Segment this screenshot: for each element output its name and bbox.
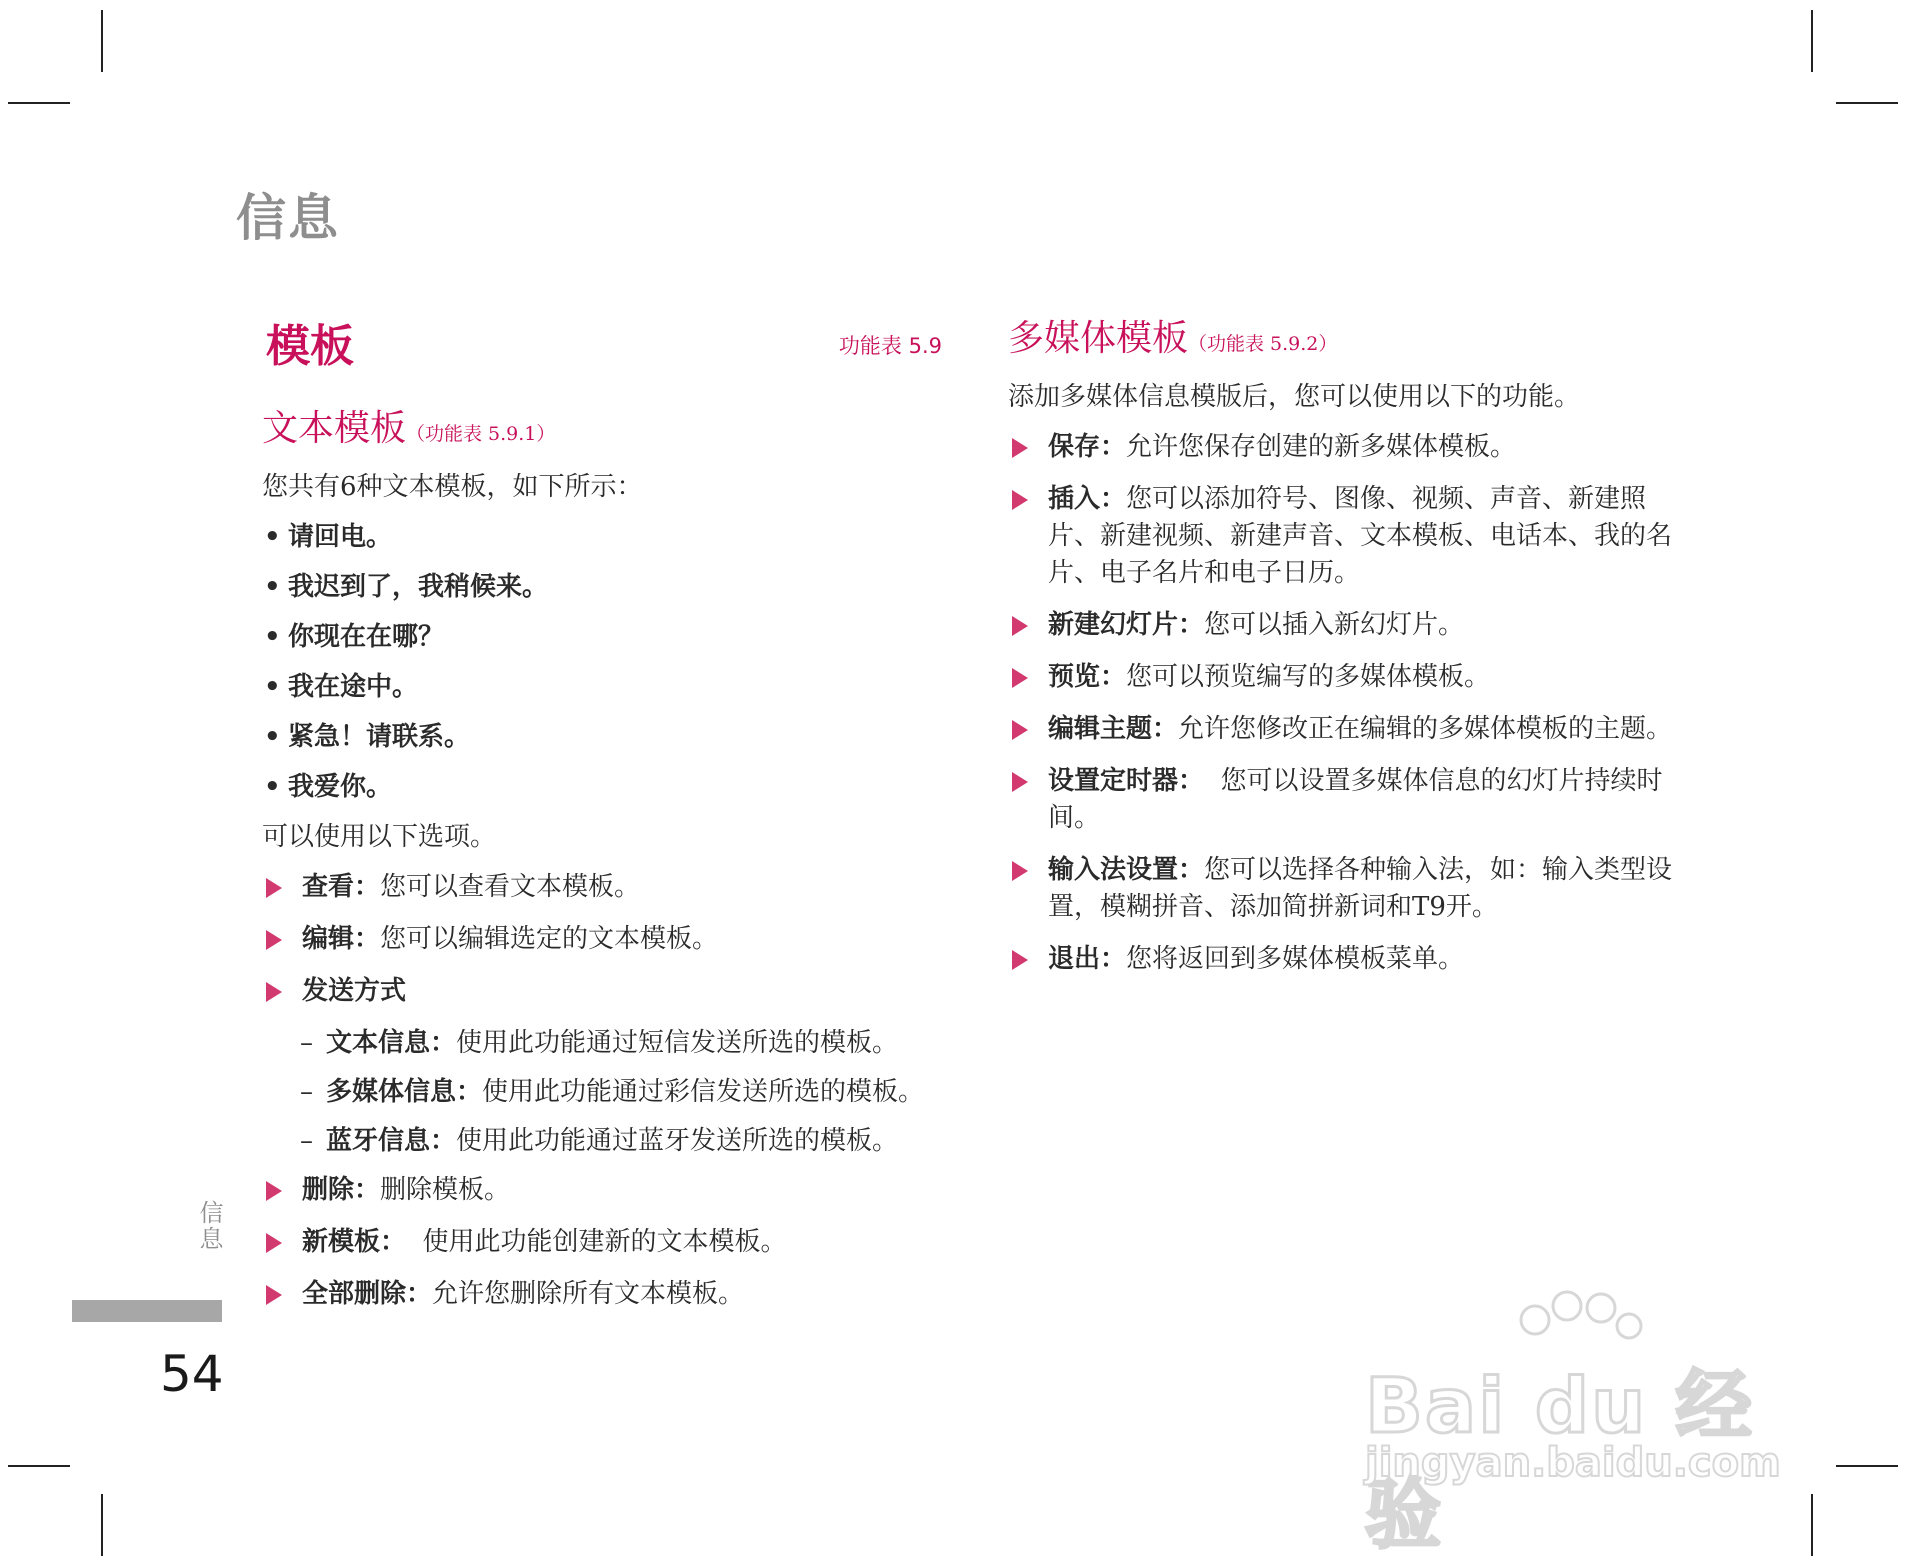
option-edit: 编辑：您可以编辑选定的文本模板。 [262, 921, 962, 958]
intro-text: 添加多媒体信息模版后，您可以使用以下的功能。 [1008, 382, 1581, 412]
list-item: • 我迟到了，我稍候来。 [264, 572, 549, 602]
triangle-bullet-icon [266, 1285, 282, 1305]
crop-mark [8, 102, 70, 104]
left-column [262, 300, 962, 1328]
triangle-bullet-icon [266, 878, 282, 898]
template-list [262, 519, 962, 805]
send-option-mms: – 多媒体信息：使用此功能通过彩信发送所选的模板。 [300, 1077, 925, 1107]
crop-mark [8, 1465, 70, 1467]
triangle-bullet-icon [1012, 950, 1028, 970]
option-exit: 退出：您将返回到多媒体模板菜单。 [1008, 941, 1688, 978]
section-menu-ref: 功能表 5.9 [838, 334, 942, 358]
subsection-ref: （功能表 5.9.1） [406, 423, 556, 445]
option-input-method: 输入法设置：您可以选择各种输入法，如：输入类型设置，模糊拼音、添加简拼新词和T9开。 [1008, 852, 1688, 926]
triangle-bullet-icon [1012, 490, 1028, 510]
list-item-text: 你现在在哪？ [288, 622, 445, 652]
crop-mark [1836, 1465, 1898, 1467]
side-tab-label: 信息 [195, 1200, 223, 1252]
options-intro: 可以使用以下选项。 [262, 822, 497, 852]
list-item: • 我在途中。 [264, 672, 419, 702]
baidu-jingyan-watermark [1355, 1290, 1805, 1559]
triangle-bullet-icon [266, 982, 282, 1002]
list-item: • 紧急！请联系。 [264, 722, 471, 752]
subsection-heading [1008, 310, 1688, 361]
option-new-slide: 新建幻灯片：您可以插入新幻灯片。 [1008, 607, 1688, 644]
triangle-bullet-icon [266, 930, 282, 950]
crop-mark [101, 1494, 103, 1556]
list-item-text: 紧急！请联系。 [288, 722, 471, 752]
subsection-title: 文本模板 [262, 408, 407, 449]
send-option-sms: – 文本信息：使用此功能通过短信发送所选的模板。 [300, 1028, 899, 1058]
watermark-url-text: jingyan.baidu.com [1365, 1440, 1781, 1486]
option-send: 发送方式 [262, 973, 962, 1010]
triangle-bullet-icon [1012, 720, 1028, 740]
triangle-bullet-icon [1012, 668, 1028, 688]
right-column [1008, 300, 1688, 993]
option-preview: 预览：您可以预览编写的多媒体模板。 [1008, 659, 1688, 696]
option-delete-all: 全部删除：允许您删除所有文本模板。 [262, 1276, 962, 1313]
list-item: • 请回电。 [264, 522, 393, 552]
option-insert: 插入：您可以添加符号、图像、视频、声音、新建照片、新建视频、新建声音、文本模板、电话本、我的名片、电子名片和电子日历。 [1008, 481, 1688, 592]
triangle-bullet-icon [1012, 438, 1028, 458]
option-view: 查看：您可以查看文本模板。 [262, 869, 962, 906]
section-heading-row [262, 300, 962, 370]
subsection-ref: （功能表 5.9.2） [1188, 333, 1338, 355]
watermark-main-text: Bai du 经验 [1365, 1361, 1754, 1559]
section-heading: 模板 [266, 321, 354, 372]
side-tab-bar [72, 1300, 222, 1322]
crop-mark [1836, 102, 1898, 104]
list-item: • 你现在在哪？ [264, 622, 445, 652]
triangle-bullet-icon [266, 1181, 282, 1201]
list-item-text: 我爱你。 [288, 772, 393, 802]
option-save: 保存：允许您保存创建的新多媒体模板。 [1008, 429, 1688, 466]
option-delete: 删除：删除模板。 [262, 1172, 962, 1209]
option-edit-subject: 编辑主题：允许您修改正在编辑的多媒体模板的主题。 [1008, 711, 1688, 748]
triangle-bullet-icon [1012, 861, 1028, 881]
page-title: 信息 [236, 189, 340, 247]
list-item-text: 我在途中。 [288, 672, 419, 702]
option-set-timer: 设置定时器： 您可以设置多媒体信息的幻灯片持续时间。 [1008, 763, 1688, 837]
triangle-bullet-icon [1012, 616, 1028, 636]
send-option-bluetooth: – 蓝牙信息：使用此功能通过蓝牙发送所选的模板。 [300, 1126, 899, 1156]
crop-mark [1811, 10, 1813, 72]
page-number: 54 [160, 1345, 224, 1403]
list-item: • 我爱你。 [264, 772, 393, 802]
crop-mark [1811, 1494, 1813, 1556]
crop-mark [101, 10, 103, 72]
triangle-bullet-icon [266, 1233, 282, 1253]
triangle-bullet-icon [1012, 772, 1028, 792]
subsection-heading [262, 400, 962, 451]
option-new-template: 新模板： 使用此功能创建新的文本模板。 [262, 1224, 962, 1261]
list-item-text: 请回电。 [288, 522, 393, 552]
list-item-text: 我迟到了，我稍候来。 [288, 572, 549, 602]
subsection-title: 多媒体模板 [1008, 318, 1189, 359]
intro-text: 您共有6种文本模板，如下所示： [262, 472, 643, 502]
